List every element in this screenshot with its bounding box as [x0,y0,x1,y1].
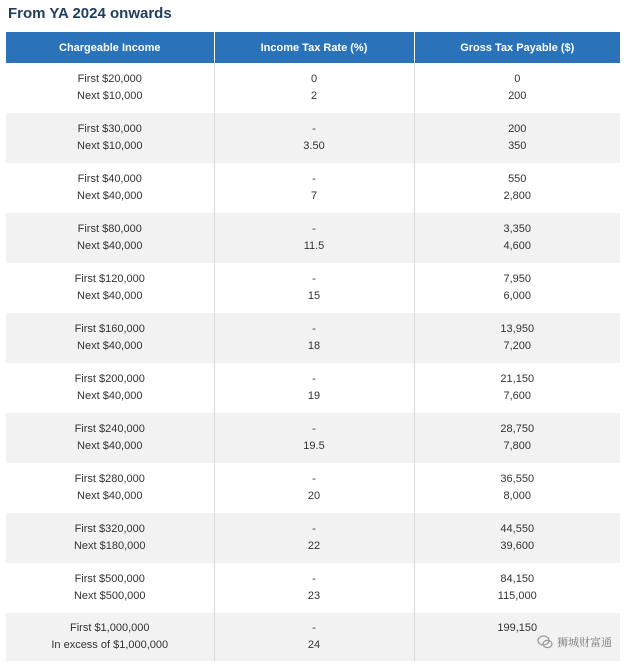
income-line: First $160,000 [74,323,145,335]
tax-cell [414,163,620,213]
tax-line: 200 [508,90,527,102]
watermark-text: 狮城财富通 [557,637,612,649]
tax-line: 199,150 [497,622,538,634]
income-cell [6,313,214,363]
tax-line: 7,950 [503,273,532,285]
income-line: First $200,000 [74,373,145,385]
header-income-tax-rate: Income Tax Rate (%) [214,32,414,63]
tax-line: 8,000 [503,490,532,502]
tax-cell [414,513,620,563]
rate-line: - [312,423,316,435]
header-chargeable-income: Chargeable Income [6,32,214,63]
tax-cell [414,113,620,163]
rate-cell [214,413,414,463]
income-line: First $80,000 [77,223,142,235]
rate-line: 3.50 [303,140,325,152]
income-line: First $280,000 [74,473,145,485]
income-line: Next $40,000 [77,240,143,252]
rate-line: 24 [307,639,321,651]
income-line: Next $40,000 [77,340,143,352]
rate-line: - [312,473,316,485]
tax-line: 200 [508,123,527,135]
tax-cell [414,213,620,263]
table-row [6,313,620,363]
page-title: From YA 2024 onwards [8,5,172,22]
table-row [6,413,620,463]
rate-line: - [312,622,316,634]
tax-line: 7,200 [503,340,532,352]
rate-line: 23 [307,590,321,602]
tax-line: 13,950 [500,323,535,335]
income-line: First $1,000,000 [70,622,150,634]
rate-line: 22 [307,540,321,552]
tax-line: 36,550 [500,473,535,485]
income-line: First $120,000 [74,273,145,285]
income-line: First $240,000 [74,423,145,435]
rate-line: - [312,273,316,285]
income-cell [6,213,214,263]
rate-line: 11.5 [303,240,325,252]
tax-line: 44,550 [500,523,535,535]
income-cell [6,363,214,413]
income-line: Next $10,000 [77,90,143,102]
header-gross-tax-payable: Gross Tax Payable ($) [414,32,620,63]
tax-line: 84,150 [500,573,535,585]
rate-line: 20 [307,490,321,502]
rate-line: - [312,523,316,535]
table-row [6,613,620,661]
tax-cell [414,63,620,113]
income-cell [6,513,214,563]
rate-cell [214,563,414,613]
income-line: Next $40,000 [77,490,143,502]
tax-cell [414,463,620,513]
income-line: Next $40,000 [77,190,143,202]
rate-cell [214,113,414,163]
income-line: First $500,000 [74,573,145,585]
tax-line: 350 [508,140,527,152]
tax-cell [414,363,620,413]
table-row [6,263,620,313]
income-line: First $20,000 [77,73,142,85]
rate-cell [214,163,414,213]
tax-line: 7,600 [503,390,532,402]
income-cell [6,63,214,113]
rate-line: - [312,373,316,385]
rate-cell [214,363,414,413]
wechat-icon [537,634,553,650]
table-row [6,563,620,613]
tax-line: 7,800 [503,440,532,452]
rate-line: 15 [307,290,321,302]
tax-cell [414,413,620,463]
rate-line: 19.5 [303,440,325,452]
tax-line: 21,150 [500,373,535,385]
table-body [6,63,620,661]
tax-line: 6,000 [503,290,532,302]
income-line: Next $40,000 [77,390,143,402]
table-row [6,513,620,563]
table-row [6,363,620,413]
rate-line: 19 [307,390,321,402]
table-row [6,113,620,163]
rate-cell [214,213,414,263]
tax-line: 2,800 [503,190,532,202]
income-line: Next $10,000 [77,140,143,152]
tax-line: 550 [508,173,527,185]
income-line: Next $40,000 [77,290,143,302]
tax-line: 28,750 [500,423,535,435]
watermark [537,634,612,650]
income-line: In excess of $1,000,000 [51,639,169,651]
tax-rate-table [6,32,620,661]
income-line: First $320,000 [74,523,145,535]
tax-line: 115,000 [497,590,537,602]
rate-cell [214,613,414,661]
rate-line: - [312,173,316,185]
income-line: Next $180,000 [73,540,146,552]
tax-cell [414,313,620,363]
rate-line: - [312,223,316,235]
income-cell [6,463,214,513]
income-cell [6,163,214,213]
rate-line: 0 [310,73,318,85]
income-cell [6,563,214,613]
rate-line: 7 [310,190,318,202]
rate-line: - [312,323,316,335]
table-row [6,63,620,113]
tax-line: 4,600 [503,240,532,252]
income-line: First $40,000 [77,173,142,185]
rate-cell [214,63,414,113]
income-cell [6,613,214,661]
income-line: First $30,000 [77,123,142,135]
rate-cell [214,463,414,513]
rate-cell [214,313,414,363]
table-row [6,463,620,513]
tax-line: 39,600 [500,540,535,552]
table-row [6,213,620,263]
income-line: Next $500,000 [73,590,146,602]
income-line: Next $40,000 [77,440,143,452]
tax-line: 3,350 [503,223,532,235]
income-cell [6,113,214,163]
tax-line: 0 [514,73,521,85]
rate-line: - [312,573,316,585]
rate-cell [214,513,414,563]
rate-line: 2 [310,90,318,102]
rate-cell [214,263,414,313]
table-header-row [6,32,620,63]
table-row [6,163,620,213]
rate-line: - [312,123,316,135]
rate-line: 18 [307,340,321,352]
tax-cell [414,263,620,313]
income-cell [6,413,214,463]
income-cell [6,263,214,313]
tax-cell [414,563,620,613]
